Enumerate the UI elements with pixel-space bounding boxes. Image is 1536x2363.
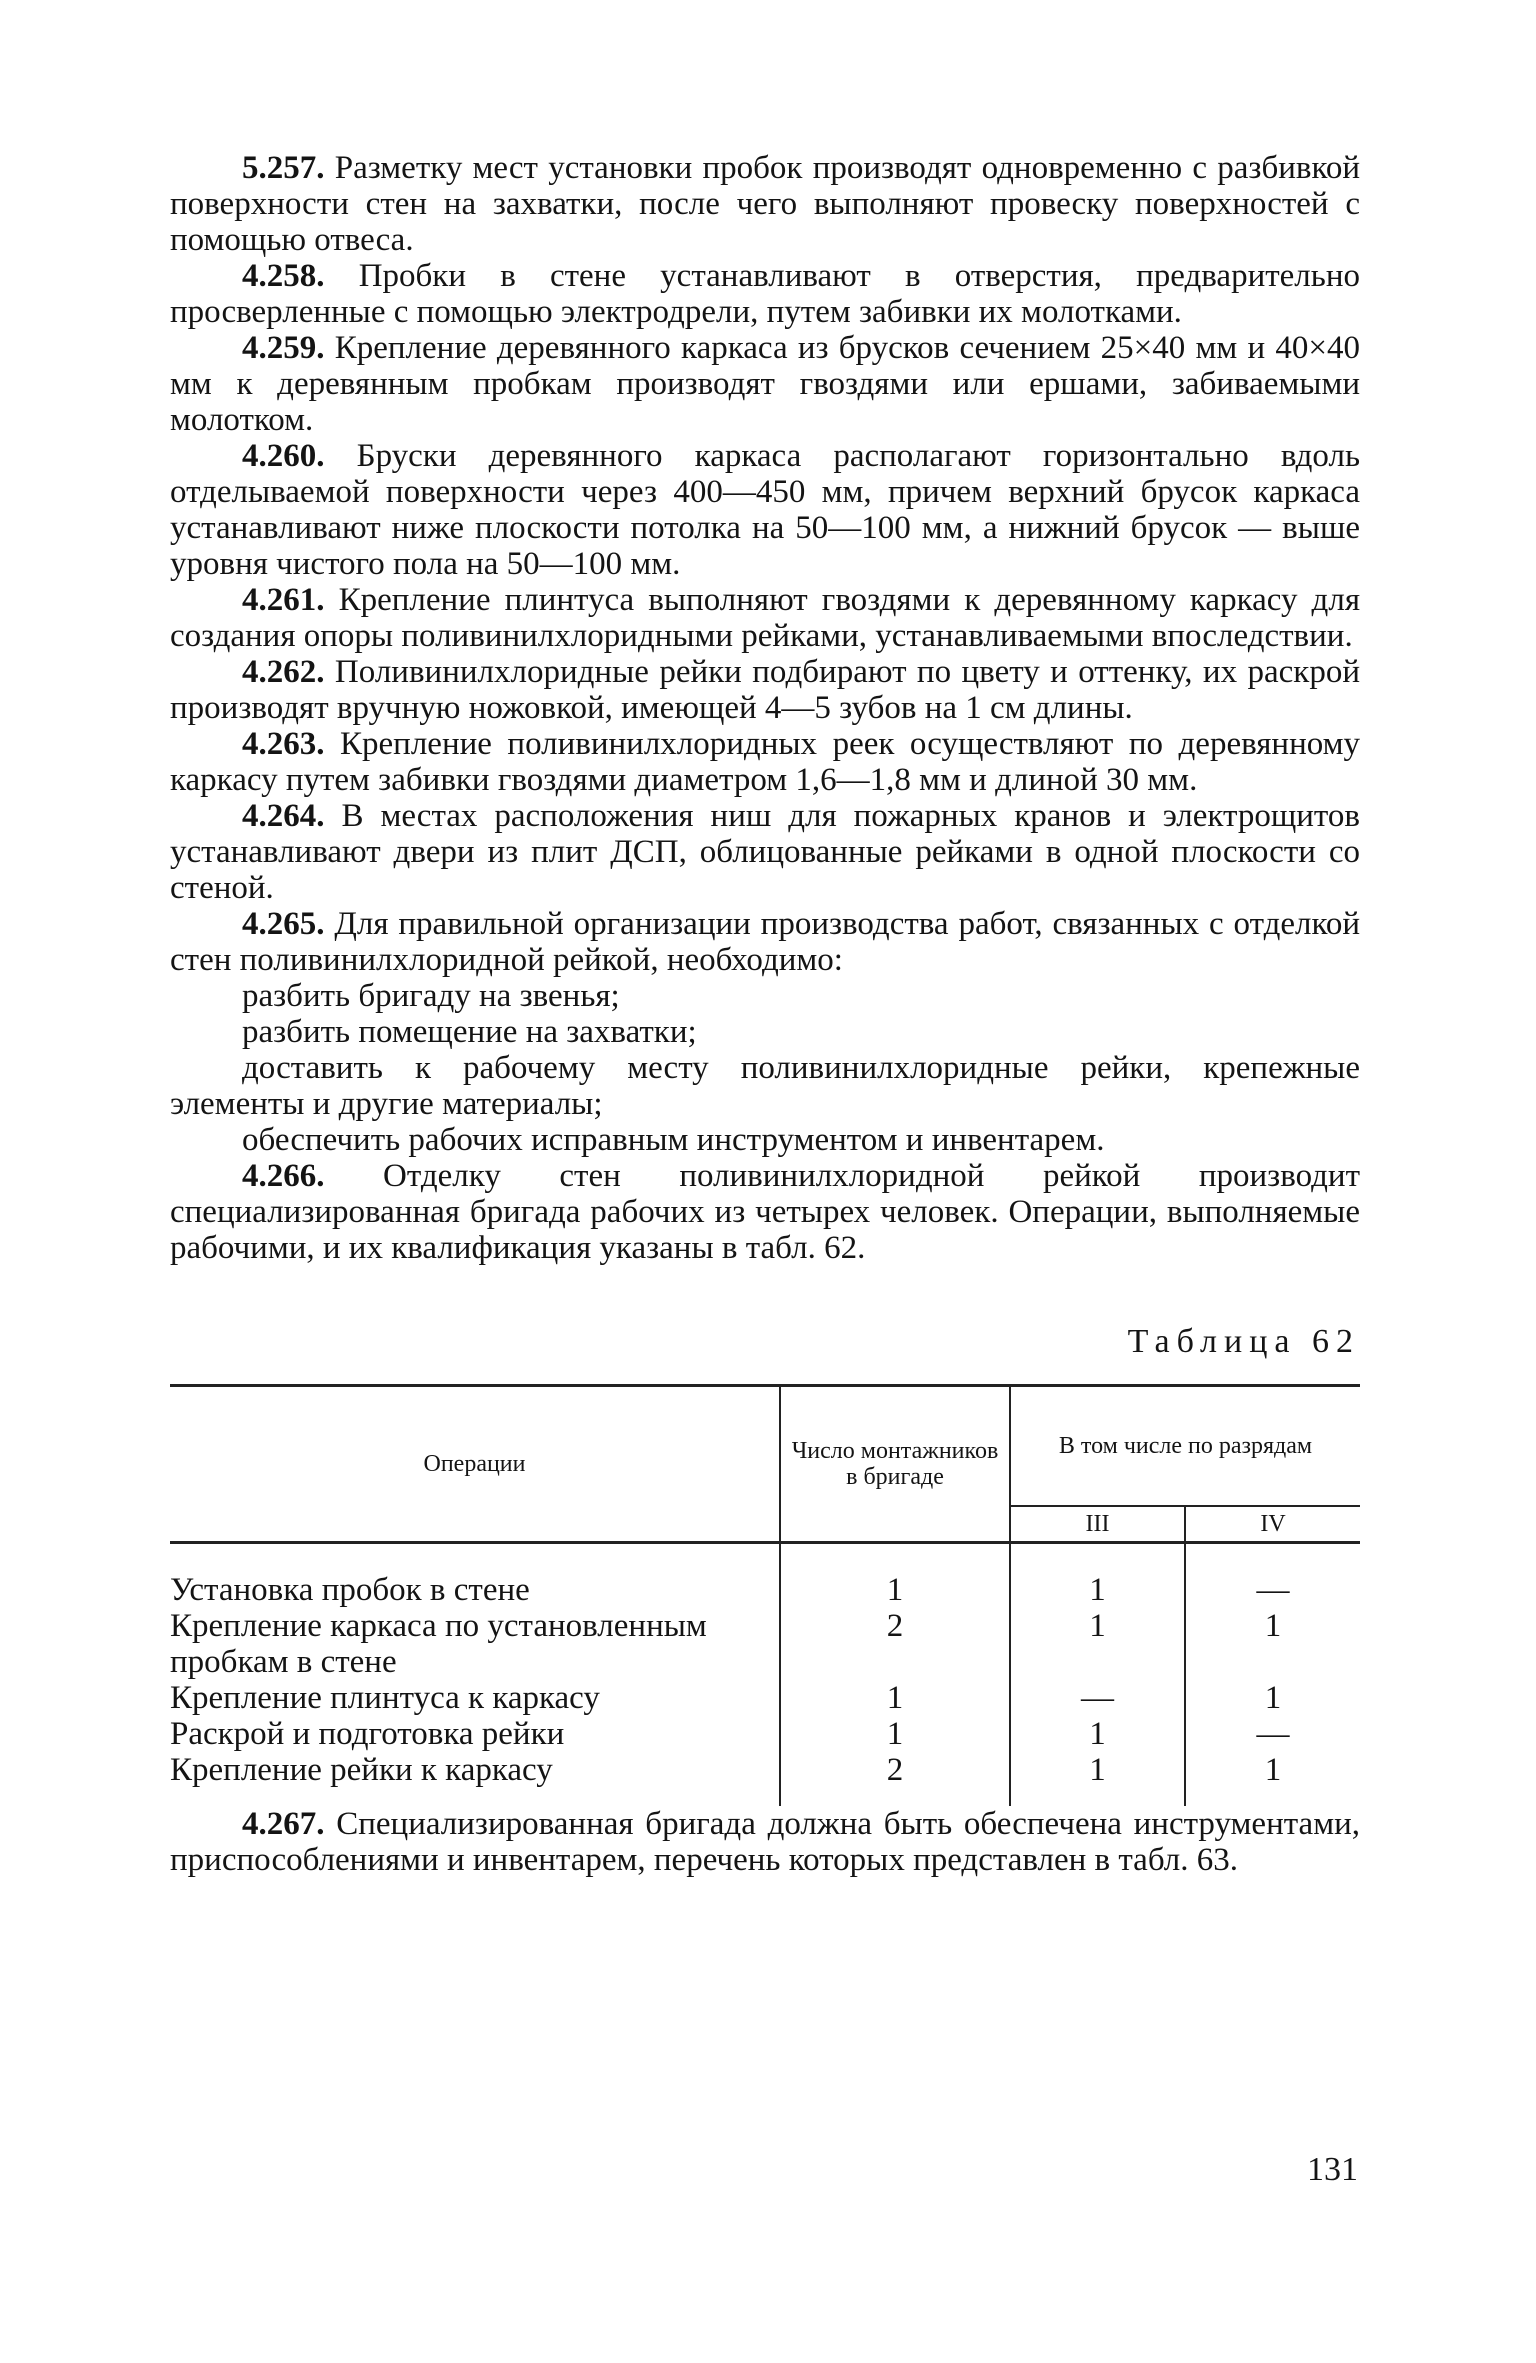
paragraph-4-262 [170, 654, 1360, 726]
cell-grade-iii: 1 [1089, 1572, 1106, 1608]
cell-operation: Крепление плинтуса к каркасу [170, 1680, 600, 1716]
paragraph-number: 4.258. [242, 258, 325, 294]
paragraph-4-258 [170, 258, 1360, 330]
paragraph-4-265 [170, 906, 1360, 978]
cell-grade-iv: 1 [1185, 1680, 1360, 1716]
paragraphs-block [170, 150, 1360, 978]
paragraph-text: Специализированная бригада должна быть обеспечена инструментами, приспособлениями и инвентарем, перечень которых представлен в табл. 63. [170, 1806, 1360, 1878]
paragraph-text: Крепление деревянного каркаса из брусков сечением 25×40 мм и 40×40 мм к деревянным пробкам производят гвоздями или ершами, забиваемыми молотком. [170, 330, 1360, 438]
task-list [170, 978, 1360, 1158]
cell-grade-iv: — [1185, 1716, 1360, 1752]
cell-count: 1 [780, 1680, 1010, 1716]
paragraph-number: 5.257. [242, 150, 325, 186]
table-row [170, 1716, 1360, 1752]
paragraph-number: 4.263. [242, 726, 325, 762]
paragraph-4-266 [170, 1158, 1360, 1266]
cell-grade-iii: 1 [1089, 1608, 1106, 1644]
header-worker-count: Число монтажников в бригаде [780, 1386, 1010, 1543]
cell-grade-iv: 1 [1185, 1752, 1360, 1806]
document-page [170, 150, 1360, 1878]
table-row [170, 1543, 1360, 1609]
header-grade-iv: IV [1185, 1506, 1360, 1543]
table-row [170, 1608, 1360, 1680]
list-item: доставить к рабочему месту поливинилхлоридные рейки, крепежные элементы и другие материалы; [170, 1050, 1360, 1122]
cell-grade-iii: 1 [1089, 1752, 1106, 1788]
paragraph-text: Бруски деревянного каркаса располагают горизонтально вдоль отделываемой поверхности через 400—450 мм, причем верхний брусок каркаса устанавливают ниже плоскости потолка на 50—100 мм, а нижний брусок — выше уровня чистого пола на 50—100 мм. [170, 438, 1360, 582]
paragraph-text: Пробки в стене устанавливают в отверстия, предварительно просверленные с помощью электродрели, путем забивки их молотками. [170, 258, 1360, 330]
table-caption: Таблица 62 [1127, 1323, 1360, 1360]
paragraph-text: В местах расположения ниш для пожарных кранов и электрощитов устанавливают двери из плит ДСП, облицованные рейками в одной плоскости со стеной. [170, 798, 1360, 906]
paragraph-text: Поливинилхлоридные рейки подбирают по цвету и оттенку, их раскрой производят вручную ножовкой, имеющей 4—5 зубов на 1 см длины. [170, 654, 1360, 726]
cell-grade-iv: 1 [1185, 1608, 1360, 1680]
cell-grade-iii: — [1081, 1680, 1114, 1716]
paragraph-number: 4.265. [242, 906, 325, 942]
list-item: разбить бригаду на звенья; [242, 978, 620, 1014]
paragraph-4-267 [170, 1806, 1360, 1878]
paragraph-number: 4.267. [242, 1806, 325, 1842]
cell-count: 2 [780, 1608, 1010, 1680]
paragraph-text: Крепление плинтуса выполняют гвоздями к деревянному каркасу для создания опоры поливинилхлоридными рейками, устанавливаемыми впоследствии. [170, 582, 1360, 654]
header-grade-iii: III [1010, 1506, 1185, 1543]
page-number: 131 [1307, 2151, 1358, 2188]
header-grades-group: В том числе по разрядам [1010, 1386, 1360, 1507]
paragraph-number: 4.259. [242, 330, 325, 366]
cell-grade-iii: 1 [1089, 1716, 1106, 1752]
paragraph-text: Разметку мест установки пробок производят одновременно с разбивкой поверхности стен на захватки, после чего выполняют провеску поверхностей с помощью отвеса. [170, 150, 1360, 258]
table-row [170, 1752, 1360, 1806]
paragraph-text: Для правильной организации производства работ, связанных с отделкой стен поливинилхлоридной рейкой, необходимо: [170, 906, 1360, 978]
cell-operation: Установка пробок в стене [170, 1572, 530, 1608]
cell-operation: Раскрой и подготовка рейки [170, 1716, 565, 1752]
table-62 [170, 1384, 1360, 1806]
paragraph-number: 4.261. [242, 582, 325, 618]
cell-grade-iv: — [1185, 1543, 1360, 1609]
paragraph-text: Крепление поливинилхлоридных реек осуществляют по деревянному каркасу путем забивки гвоздями диаметром 1,6—1,8 мм и длиной 30 мм. [170, 726, 1360, 798]
paragraph-number: 4.262. [242, 654, 325, 690]
paragraph-number: 4.266. [242, 1158, 325, 1194]
paragraph-4-259 [170, 330, 1360, 438]
list-item: разбить помещение на захватки; [242, 1014, 697, 1050]
cell-count: 1 [780, 1716, 1010, 1752]
paragraph-4-261 [170, 582, 1360, 654]
cell-count: 1 [780, 1543, 1010, 1609]
paragraph-number: 4.264. [242, 798, 325, 834]
cell-operation: Крепление каркаса по установленным пробкам в стене [170, 1608, 707, 1680]
table-row [170, 1680, 1360, 1716]
paragraph-4-263 [170, 726, 1360, 798]
header-operations: Операции [170, 1386, 780, 1543]
cell-count: 2 [780, 1752, 1010, 1806]
paragraph-5-257 [170, 150, 1360, 258]
paragraph-4-264 [170, 798, 1360, 906]
paragraph-text: Отделку стен поливинилхлоридной рейкой производит специализированная бригада рабочих из четырех человек. Операции, выполняемые рабочими, и их квалификация указаны в табл. 62. [170, 1158, 1360, 1266]
cell-operation: Крепление рейки к каркасу [170, 1752, 553, 1788]
list-item: обеспечить рабочих исправным инструментом и инвентарем. [242, 1122, 1105, 1158]
paragraph-number: 4.260. [242, 438, 325, 474]
paragraph-4-260 [170, 438, 1360, 582]
